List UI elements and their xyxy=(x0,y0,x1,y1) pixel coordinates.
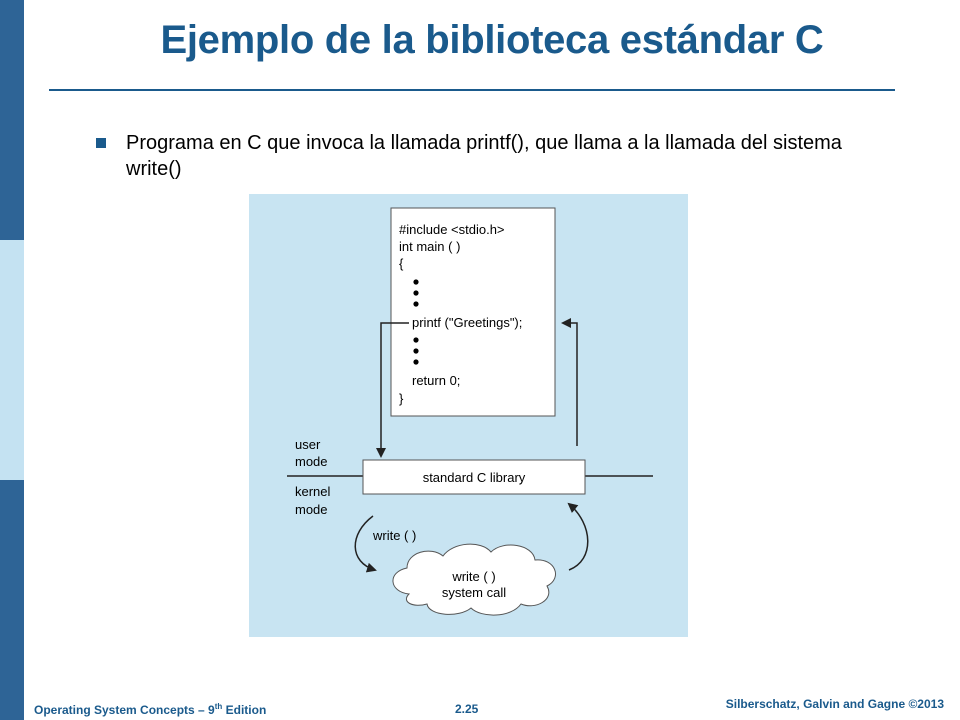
user-mode-label: user xyxy=(295,437,321,452)
slide-title: Ejemplo de la biblioteca estándar C xyxy=(160,18,824,62)
footer-book-tail: Edition xyxy=(222,703,267,717)
kernel-mode-label: mode xyxy=(295,502,328,517)
ellipsis-dot xyxy=(413,348,418,353)
code-line-return: return 0; xyxy=(412,373,461,388)
diagram-svg xyxy=(249,194,688,637)
bullet-square-icon xyxy=(96,138,106,148)
code-line-open-brace: { xyxy=(399,256,404,271)
sidebar-top-band xyxy=(0,0,24,240)
code-line-close-brace: } xyxy=(399,391,404,406)
syscall-label: system call xyxy=(441,585,507,600)
ellipsis-dot xyxy=(413,279,418,284)
page-number: 2.25 xyxy=(455,702,479,716)
kernel-mode-label: kernel xyxy=(295,484,331,499)
title-divider xyxy=(49,89,895,91)
write-call-arrow xyxy=(355,516,375,570)
footer-book-sup: th xyxy=(214,702,223,711)
ellipsis-dot xyxy=(413,301,418,306)
sidebar-bottom-band xyxy=(0,480,24,720)
ellipsis-dot xyxy=(413,359,418,364)
return-arrow xyxy=(563,323,577,446)
c-library-diagram xyxy=(249,194,688,637)
sidebar-middle-band xyxy=(0,240,24,480)
footer-authors: Silberschatz, Galvin and Gagne ©2013 xyxy=(725,697,944,711)
code-line-include: #include <stdio.h> xyxy=(399,222,505,237)
syscall-label: write ( ) xyxy=(452,569,496,584)
ellipsis-dot xyxy=(413,290,418,295)
library-label: standard C library xyxy=(422,470,526,485)
footer-book-main: Operating System Concepts – 9 xyxy=(34,703,215,717)
syscall-return-arrow xyxy=(569,504,588,570)
bullet-text: Programa en C que invoca la llamada printf(), que llama a la llamada del sistema write() xyxy=(126,132,842,180)
code-line-printf: printf ("Greetings"); xyxy=(412,315,523,330)
code-line-main: int main ( ) xyxy=(399,239,461,254)
footer-book-title xyxy=(34,702,266,717)
user-mode-label: mode xyxy=(295,454,328,469)
write-label: write ( ) xyxy=(373,528,417,543)
ellipsis-dot xyxy=(413,337,418,342)
